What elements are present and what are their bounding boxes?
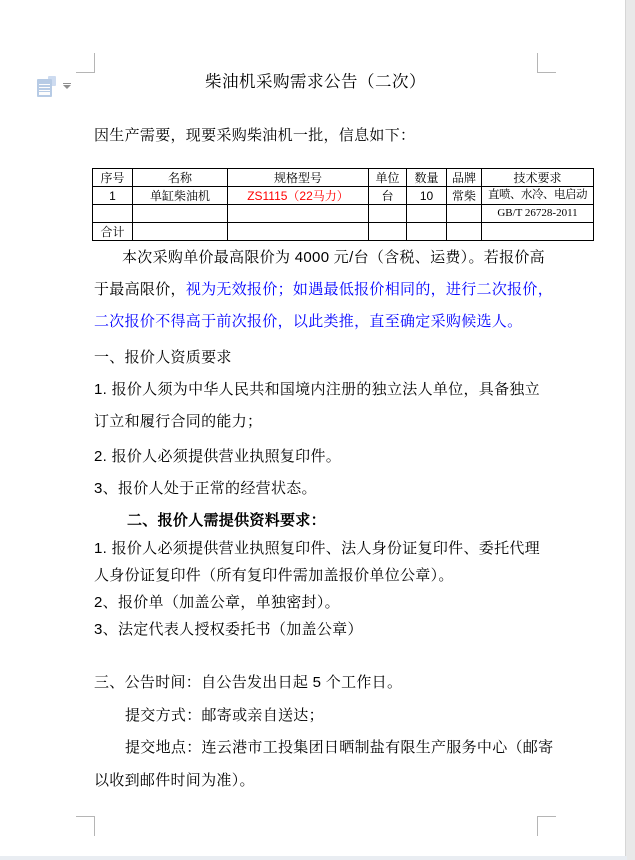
- section3-line3: 提交地点：连云港市工投集团日晒制盐有限生产服务中心（邮寄: [125, 739, 554, 756]
- section2-item1-line1: 1. 报价人必须提供营业执照复印件、法人身份证复印件、委托代理: [94, 540, 540, 557]
- cell-brand: 常柴: [447, 187, 482, 205]
- chevron-down-icon[interactable]: [63, 85, 71, 89]
- crop-mark-bottom-left: [76, 816, 95, 836]
- col-header-tech: 技术要求: [482, 169, 594, 187]
- cell-index: 1: [93, 187, 133, 205]
- table-row-total: [93, 223, 594, 241]
- intro-line: 因生产需要，现要采购柴油机一批，信息如下：: [94, 127, 416, 144]
- cell-empty: [369, 223, 407, 241]
- dropdown-arrow-bar: [63, 83, 71, 84]
- section3-line4: 以收到邮件时间为准）。: [94, 772, 255, 789]
- price-para-line3: 二次报价不得高于前次报价，以此类推，直至确定采购候选人。: [94, 313, 523, 330]
- col-header-name: 名称: [133, 169, 228, 187]
- cell-name: 单缸柴油机: [133, 187, 228, 205]
- col-header-unit: 单位: [369, 169, 407, 187]
- cell-empty: [133, 205, 228, 223]
- cell-model: ZS1115（22马力）: [228, 187, 369, 205]
- cell-empty: [447, 223, 482, 241]
- cell-standard: GB/T 26728-2011: [482, 205, 594, 223]
- document-title: 柴油机采购需求公告（二次）: [205, 73, 426, 91]
- cell-empty: [407, 205, 447, 223]
- price-para-line2: [94, 280, 553, 299]
- crop-mark-top-left: [76, 53, 95, 73]
- section2-item3: 3、法定代表人授权委托书（加盖公章）: [94, 621, 363, 638]
- price-para-line2-black: 于最高限价，: [94, 281, 186, 298]
- cell-empty: [133, 223, 228, 241]
- paste-document-lines: [39, 82, 50, 91]
- section1-item2: 2. 报价人必须提供营业执照复印件。: [94, 448, 342, 465]
- section2-heading: 二、报价人需提供资料要求：: [127, 512, 326, 529]
- price-para-line1: 本次采购单价最高限价为 4000 元/台（含税、运费）。若报价高: [122, 249, 545, 266]
- cell-empty: [447, 205, 482, 223]
- table-row: [93, 205, 594, 223]
- table-header-row: [93, 169, 594, 187]
- table-row: [93, 187, 594, 205]
- procurement-table: [92, 168, 594, 241]
- section2-item1-line2: 人身份证复印件（所有复印件需加盖报价单位公章）。: [94, 567, 454, 584]
- page-bottom-edge: [0, 856, 627, 860]
- crop-mark-top-right: [537, 53, 556, 73]
- paste-document-bar: [39, 92, 50, 95]
- cell-empty: [369, 205, 407, 223]
- cell-empty: [482, 223, 594, 241]
- section3-heading: 三、公告时间：自公告发出日起 5 个工作日。: [94, 674, 403, 691]
- section1-item1-line1: 1. 报价人须为中华人民共和国境内注册的独立法人单位，具备独立: [94, 381, 540, 398]
- price-para-line2-blue: 视为无效报价；如遇最低报价相同的，进行二次报价，: [185, 281, 554, 298]
- cell-tech: 直喷、水冷、电启动: [482, 187, 594, 205]
- col-header-model: 规格型号: [228, 169, 369, 187]
- section2-item2: 2、报价单（加盖公章，单独密封）。: [94, 594, 340, 611]
- section1-heading: 一、报价人资质要求: [94, 349, 232, 366]
- section3-line2: 提交方式：邮寄或亲自送达；: [125, 707, 324, 724]
- section1-item1-line2: 订立和履行合同的能力；: [94, 413, 263, 430]
- cell-total-label: 合计: [93, 223, 133, 241]
- cell-empty: [228, 205, 369, 223]
- col-header-index: 序号: [93, 169, 133, 187]
- col-header-brand: 品牌: [447, 169, 482, 187]
- crop-mark-bottom-right: [537, 816, 556, 836]
- cell-empty: [407, 223, 447, 241]
- page-right-edge: [625, 0, 635, 860]
- paste-document-icon: [37, 79, 52, 97]
- cell-empty: [228, 223, 369, 241]
- cell-empty: [93, 205, 133, 223]
- cell-qty: 10: [407, 187, 447, 205]
- col-header-qty: 数量: [407, 169, 447, 187]
- paste-options-button[interactable]: [35, 75, 73, 99]
- section1-item3: 3、报价人处于正常的经营状态。: [94, 480, 317, 497]
- cell-unit: 台: [369, 187, 407, 205]
